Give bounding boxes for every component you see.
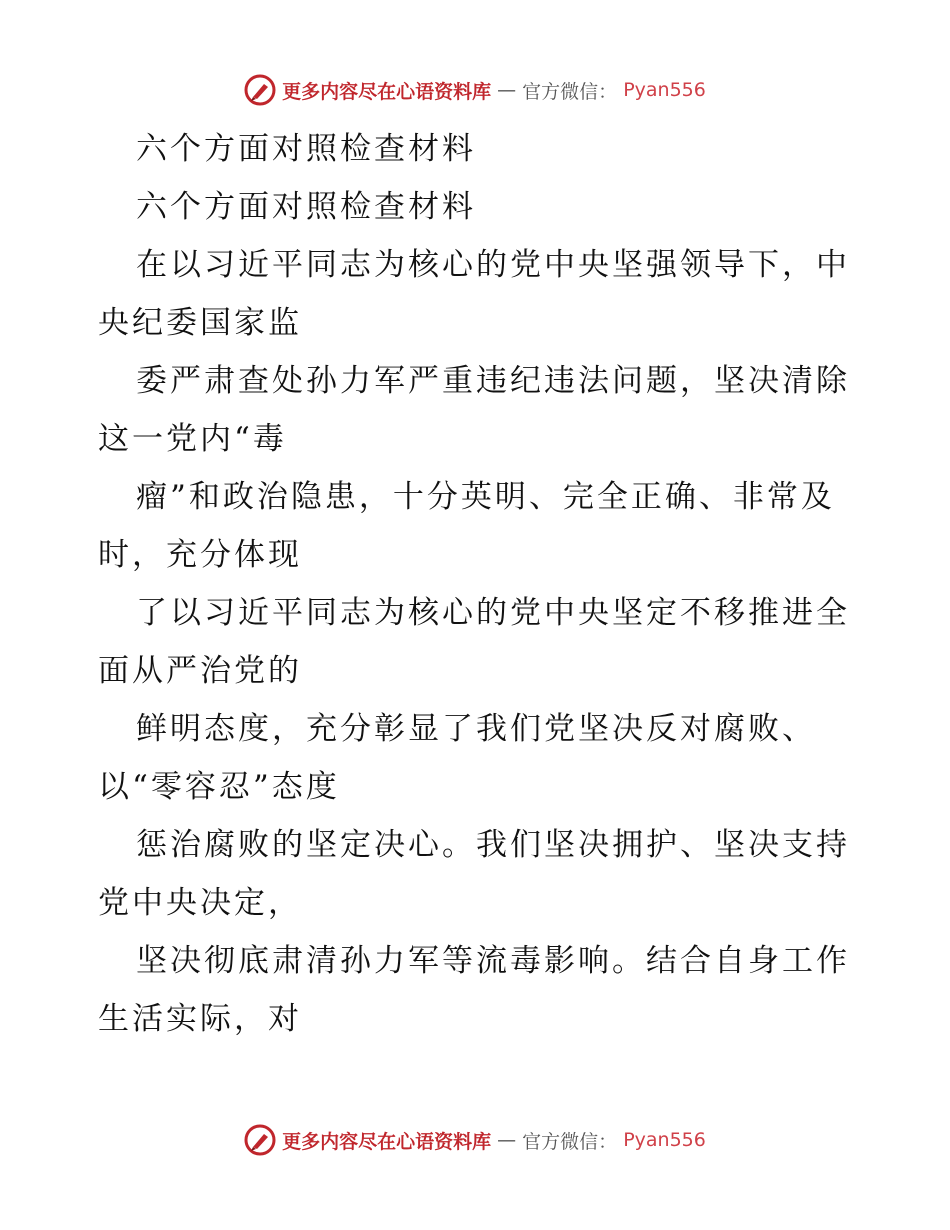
header-banner bbox=[0, 70, 950, 110]
document-line: 委严肃查处孙力军严重违纪违法问题，坚决清除 bbox=[136, 363, 850, 399]
document-line: 这一党内“毒 bbox=[98, 421, 287, 457]
header-wechat-id: Pyan556 bbox=[623, 79, 706, 101]
footer-banner bbox=[0, 1120, 950, 1160]
footer-brand-text: 更多内容尽在心语资料库 bbox=[282, 1130, 492, 1153]
document-line: 在以习近平同志为核心的党中央坚强领导下，中 bbox=[136, 247, 850, 283]
document-line: 党中央决定， bbox=[98, 885, 302, 921]
document-line: 惩治腐败的坚定决心。我们坚决拥护、坚决支持 bbox=[136, 827, 850, 863]
header-wechat-label: 官方微信： bbox=[522, 80, 618, 103]
document-line: 面从严治党的 bbox=[98, 653, 302, 689]
document-body bbox=[98, 120, 858, 1048]
document-line: 央纪委国家监 bbox=[98, 305, 302, 341]
footer-separator: — bbox=[497, 1129, 517, 1151]
document-line: 瘤”和政治隐患，十分英明、完全正确、非常及 bbox=[136, 479, 835, 515]
header-separator: — bbox=[497, 79, 517, 101]
document-line: 六个方面对照检查材料 bbox=[136, 189, 476, 225]
document-line: 以“零容忍”态度 bbox=[98, 769, 340, 805]
document-line: 坚决彻底肃清孙力军等流毒影响。结合自身工作 bbox=[136, 943, 850, 979]
pen-logo-icon bbox=[244, 74, 276, 106]
document-line: 时，充分体现 bbox=[98, 537, 302, 573]
document-line: 六个方面对照检查材料 bbox=[136, 131, 476, 167]
document-line: 生活实际，对 bbox=[98, 1001, 302, 1037]
document-line: 鲜明态度，充分彰显了我们党坚决反对腐败、 bbox=[136, 711, 816, 747]
header-brand-text: 更多内容尽在心语资料库 bbox=[282, 80, 492, 103]
document-line: 了以习近平同志为核心的党中央坚定不移推进全 bbox=[136, 595, 850, 631]
pen-logo-icon bbox=[244, 1124, 276, 1156]
footer-wechat-id: Pyan556 bbox=[623, 1129, 706, 1151]
footer-wechat-label: 官方微信： bbox=[522, 1130, 618, 1153]
